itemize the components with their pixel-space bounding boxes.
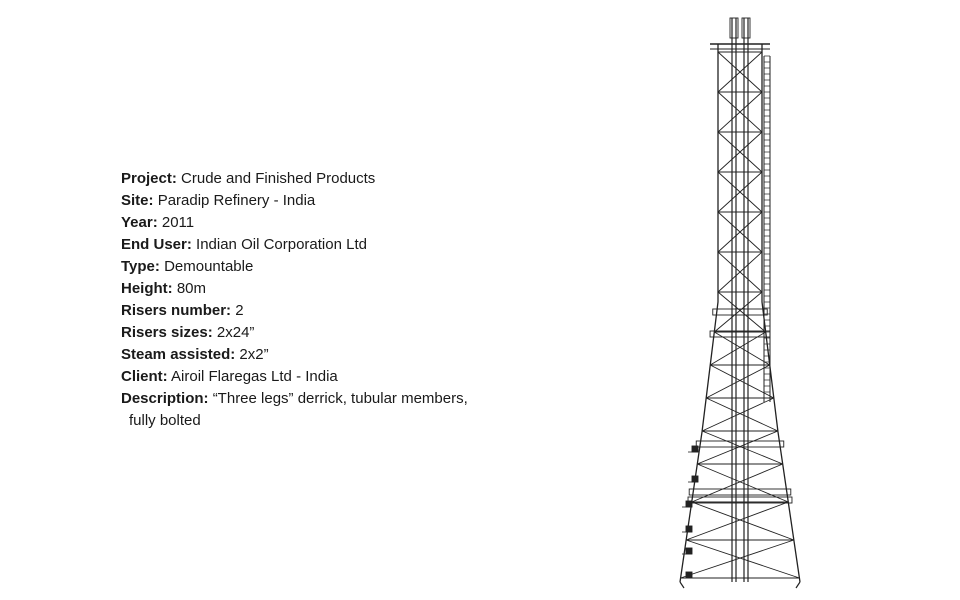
x-brace — [706, 398, 778, 431]
x-brace — [714, 292, 762, 332]
spec-value: 2 — [235, 302, 244, 319]
spec-site — [121, 190, 481, 212]
x-brace — [702, 431, 783, 464]
x-brace — [692, 502, 794, 540]
x-brace — [718, 292, 766, 332]
spec-label: Risers number: — [121, 302, 232, 319]
spec-height — [121, 278, 481, 300]
aviation-light — [686, 526, 692, 532]
aviation-light — [686, 548, 692, 554]
spec-value: Airoil Flaregas Ltd - India — [171, 368, 338, 385]
spec-label: End User: — [121, 236, 192, 253]
spec-label: Year: — [121, 214, 158, 231]
spec-label: Description: — [121, 390, 209, 407]
spec-type — [121, 256, 481, 278]
spec-value: 2x2” — [239, 346, 269, 363]
base-foot — [680, 582, 684, 588]
spec-steam-assisted — [121, 344, 481, 366]
x-brace — [706, 365, 770, 398]
spec-risers-number — [121, 300, 481, 322]
aviation-light — [692, 446, 698, 452]
spec-value: Demountable — [164, 258, 254, 275]
spec-label: Risers sizes: — [121, 324, 213, 341]
flare-tip — [742, 18, 750, 38]
platform — [689, 489, 791, 495]
x-brace — [702, 398, 774, 431]
x-brace — [686, 540, 799, 578]
spec-year — [121, 212, 481, 234]
spec-value: Paradip Refinery - India — [157, 192, 316, 209]
spec-label: Steam assisted: — [121, 346, 236, 363]
x-brace — [681, 540, 794, 578]
aviation-light — [692, 476, 698, 482]
spec-label: Client: — [121, 368, 168, 385]
aviation-light — [686, 572, 692, 578]
x-brace — [686, 502, 788, 540]
flare-derrick-drawing — [650, 12, 830, 590]
derrick-elevation-svg — [650, 12, 830, 590]
spec-value: 2011 — [161, 214, 195, 231]
spec-value: 2x24” — [216, 324, 255, 341]
spec-value: Indian Oil Corporation Ltd — [196, 236, 367, 253]
spec-value: Crude and Finished Products — [181, 170, 376, 187]
x-brace — [697, 464, 788, 502]
x-brace — [697, 431, 778, 464]
spec-value: “Three legs” derrick, tubular members, fully bolted — [129, 390, 468, 429]
spec-project — [121, 168, 481, 190]
project-specs — [121, 168, 481, 432]
spec-risers-sizes — [121, 322, 481, 344]
derrick-leg — [762, 44, 800, 582]
spec-end-user — [121, 234, 481, 256]
aviation-light — [686, 501, 692, 507]
spec-label: Type: — [121, 258, 160, 275]
flare-tip — [730, 18, 738, 38]
x-brace — [692, 464, 783, 502]
spec-label: Project: — [121, 170, 177, 187]
spec-description — [121, 388, 481, 432]
base-foot — [796, 582, 800, 588]
spec-client — [121, 366, 481, 388]
spec-label: Height: — [121, 280, 173, 297]
spec-label: Site: — [121, 192, 154, 209]
spec-value: 80m — [176, 280, 207, 297]
